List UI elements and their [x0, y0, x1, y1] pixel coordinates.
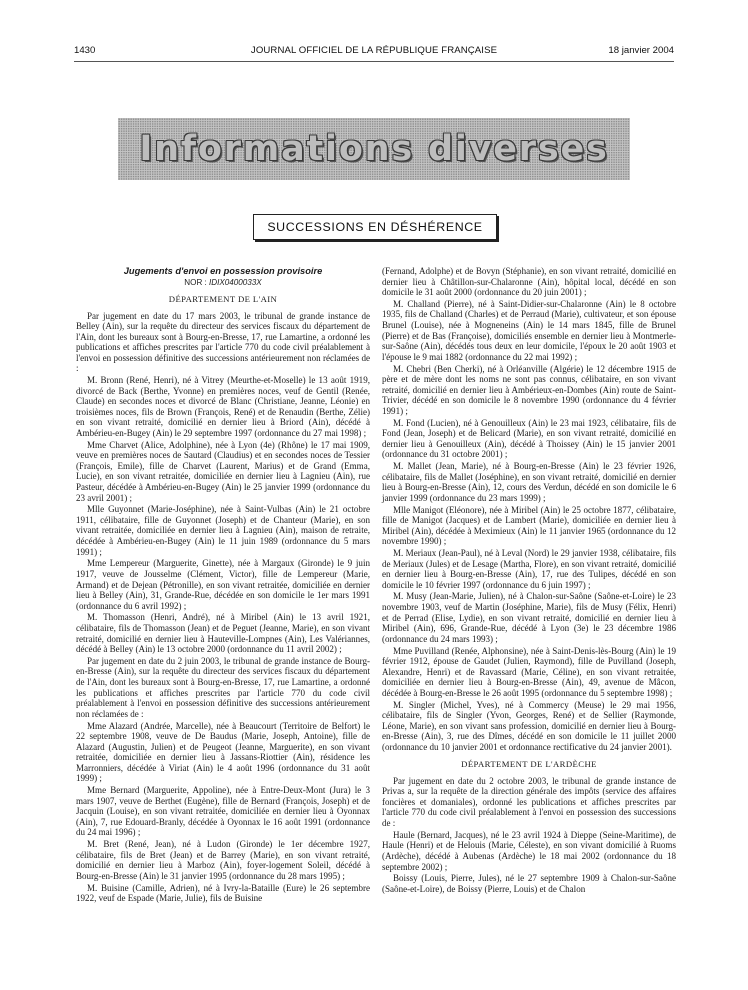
paragraph: Mlle Manigot (Eléonore), née à Miribel (Ain) le 25 octobre 1877, célibataire, fille de Manigot (Jacques) et de Lambert (Marie), domiciliée en dernier lieu à Miribel (Ain), décédée à Meximieux (Ain) le 11 janvier 1965 (ordonnance du 12 novembre 1990) ;	[382, 504, 676, 547]
issue-date: 18 janvier 2004	[608, 45, 674, 56]
section-banner	[118, 118, 630, 180]
section-title: SUCCESSIONS EN DÉSHÉRENCE	[267, 220, 483, 234]
paragraph: M. Challand (Pierre), né à Saint-Didier-sur-Chalaronne (Ain) le 8 octobre 1935, fils de Challand (Charles) et de Perraud (Marie), cultivateur, et son épouse Brunel (Louise), née à Mogneneins (Ain) le 14 mars 1845, fille de Brunel (Pierre) et de Bas (Françoise), domiciliés ensemble en dernier lieu à Montmerle-sur-Saône (Ain), décédés tous deux en leur domicile, l'époux le 20 août 1903 et l'épouse le 9 mai 1882 (ordonnance du 22 mai 1992) ;	[382, 298, 676, 362]
paragraph: Haule (Bernard, Jacques), né le 23 avril 1924 à Dieppe (Seine-Maritime), de Haule (Henri) et de Helouis (Marie, Céleste), en son vivant domicilié à Ruoms (Ardèche), décédé à Aubenas (Ardèche) le 18 mai 2002 (ordonnance du 18 septembre 2002) ;	[382, 829, 676, 872]
paragraph: M. Thomasson (Henri, André), né à Miribel (Ain) le 13 avril 1921, célibataire, fils de Thomasson (Jean) et de Peguet (Jeanne, Marie), en son vivant retraité, domicilié en dernier lieu à Hauteville-Lompnes (Ain), Les Valériannes, décédé à Belley (Ain) le 13 octobre 2000 (ordonnance du 11 avril 2002) ;	[76, 612, 370, 655]
paragraph: M. Fond (Lucien), né à Genouilleux (Ain) le 23 mai 1923, célibataire, fils de Fond (Jean, Joseph) et de Belicard (Marie), en son vivant retraité, domicilié en dernier lieu à Genouilleux (Ain), décédé à Thoissey (Ain) le 15 janvier 2001 (ordonnance du 31 octobre 2001) ;	[382, 417, 676, 460]
section-title-box	[253, 214, 497, 240]
left-column	[76, 266, 370, 986]
running-head	[74, 45, 674, 59]
paragraph: Mme Alazard (Andrée, Marcelle), née à Beaucourt (Territoire de Belfort) le 22 septembre 1908, veuve de De Baudus (Marie, Joseph, Antoine), fille de Alazard (Augustin, Julien) et de Peugeot (Jeanne, Marguerite), en son vivant retraitée, domiciliée en dernier lieu à Jassans-Riottier (Ain), résidence les Marronniers, décédée à Viriat (Ain) le 4 août 1996 (ordonnance du 31 août 1999) ;	[76, 720, 370, 784]
paragraph: Mme Bernard (Marguerite, Appoline), née à Entre-Deux-Mont (Jura) le 3 mars 1907, veuve de Berthet (Eugène), fille de Bernard (François, Joseph) et de Jacquin (Louise), en son vivant retraitée, domiciliée en dernier lieu à Oyonnax (Ain), 7, rue Edouard-Branly, décédée à Oyonnax le 16 août 1991 (ordonnance du 24 mai 1996) ;	[76, 785, 370, 838]
paragraph: M. Buisine (Camille, Adrien), né à Ivry-la-Bataille (Eure) le 26 septembre 1922, veuf de Espade (Marie, Julie), fils de Buisine	[76, 882, 370, 904]
paragraph: Mme Charvet (Alice, Adolphine), née à Lyon (4e) (Rhône) le 17 mai 1909, veuve en premières noces de Sautard (Claudius) et en secondes noces de Tessier (François, Emile), fille de Charvet (Laurent, Marius) et de Grand (Emma, Lucie), en son vivant retraitée, domiciliée en dernier lieu à Lagnieu (Ain), rue Pasteur, décédée à Ambérieu-en-Bugey (Ain) le 25 janvier 1999 (ordonnance du 23 avril 2001) ;	[76, 439, 370, 503]
paragraph: Mme Puvilland (Renée, Alphonsine), née à Saint-Denis-lès-Bourg (Ain) le 19 février 1912, épouse de Gaudet (Julien, Raymond), fille de Puvilland (Joseph, Alexandre, Henri) et de Ravassard (Marie, Céline), en son vivant retraitée, domiciliée en dernier lieu à Bourg-en-Bresse (Ain), 49, avenue de Mâcon, décédée à Bourg-en-Bresse le 26 août 1995 (ordonnance du 5 septembre 1998) ;	[382, 645, 676, 698]
department-heading-ardeche: DÉPARTEMENT DE L'ARDÈCHE	[461, 759, 597, 770]
paragraph: Par jugement en date du 17 mars 2003, le tribunal de grande instance de Belley (Ain), sur la requête du directeur des services fiscaux du département de l'Ain, dont les bureaux sont à Bourg-en-Bresse, 17, rue Lamartine, a ordonné les publications et affiches prescrites par l'article 770 du code civil préalablement à l'envoi en possession définitive des successions antérieurement non réclamées de :	[76, 310, 370, 374]
paragraph: M. Mallet (Jean, Marie), né à Bourg-en-Bresse (Ain) le 23 février 1926, célibataire, fils de Mallet (Joséphine), en son vivant retraité, domicilié en dernier lieu à Bourg-en-Bresse (Ain), 12, cours des Verdun, décédé en son domicile le 6 janvier 1999 (ordonnance du 23 mars 1999) ;	[382, 461, 676, 503]
paragraph: (Fernand, Adolphe) et de Bovyn (Stéphanie), en son vivant retraité, domicilié en dernier lieu à Châtillon-sur-Chalaronne (Ain), hôpital local, décédé en son domicile le 31 août 2000 (ordonnance du 20 juin 2001) ;	[382, 266, 676, 298]
paragraph: Mme Lempereur (Marguerite, Ginette), née à Margaux (Gironde) le 9 juin 1917, veuve de Jousselme (Clément, Victor), fille de Lempereur (Marie, Armand) et de Dejean (Pétronille), en son vivant retraitée, domiciliée en dernier lieu à Belley (Ain), 31, Grande-Rue, décédée en son domicile le 1er mars 1991 (ordonnance du 6 avril 1992) ;	[76, 558, 370, 611]
paragraph: M. Meriaux (Jean-Paul), né à Leval (Nord) le 29 janvier 1938, célibataire, fils de Meriaux (Jules) et de Lesage (Martha, Flore), en son vivant retraité, domicilié en dernier lieu à Bourg-en-Bresse (Ain), 17, rue des Tulipes, décédé en son domicile le 10 février 1997 (ordonnance du 6 juin 1997) ;	[382, 548, 676, 590]
paragraph: M. Singler (Michel, Yves), né à Commercy (Meuse) le 29 mai 1956, célibataire, fils de Singler (Yvon, Georges, René) et de Sellier (Raymonde, Léone, Marie), en son vivant sans profession, domicilié en dernier lieu à Bourg-en-Bresse (Ain), 3, rue des Dîmes, décédé en son domicile le 11 juillet 2000 (ordonnance du 10 janvier 2001 et ordonnance rectificative du 24 janvier 2001).	[382, 699, 676, 752]
right-column	[382, 266, 676, 990]
paragraph: M. Chebri (Ben Cherki), né à Orléanville (Algérie) le 12 décembre 1915 de père et de mère dont les noms ne sont pas connus, célibataire, en son vivant retraité, domicilié en dernier lieu à Ambérieux-en-Dombes (Ain) route de Saint-Trivier, décédé en son domicile le 8 novembre 1990 (ordonnance du 4 février 1991) ;	[382, 363, 676, 416]
header-rule	[74, 61, 674, 62]
journal-title: JOURNAL OFFICIEL DE LA RÉPUBLIQUE FRANÇAISE	[250, 45, 498, 56]
paragraph: Par jugement en date du 2 octobre 2003, le tribunal de grande instance de Privas a, sur la requête de la direction générale des impôts (service des affaires foncières et domaniales), ordonné les publications et affiches prescrites par l'article 770 du code civil préalablement à l'envoi en possession des successions de :	[382, 775, 676, 829]
paragraph: M. Bret (René, Jean), né à Ludon (Gironde) le 1er décembre 1927, célibataire, fils de Bret (Jean) et de Barrey (Marie), en son vivant retraité, domicilié en dernier lieu à Marboz (Ain), foyer-logement Soleil, décédé à Bourg-en-Bresse (Ain) le 31 janvier 1995 (ordonnance du 28 mars 1995) ;	[76, 839, 370, 881]
nor-reference	[76, 278, 370, 289]
paragraph: Par jugement en date du 2 juin 2003, le tribunal de grande instance de Bourg-en-Bresse (Ain), sur la requête du directeur des services fiscaux du département de l'Ain, dont les bureaux sont à Bourg-en-Bresse, 17, rue Lamartine, a ordonné les publications et affiches prescrites par l'article 770 du code civil préalablement à l'envoi en possession définitive des successions antérieurement non réclamées de :	[76, 655, 370, 719]
paragraph: Mlle Guyonnet (Marie-Joséphine), née à Saint-Vulbas (Ain) le 21 octobre 1911, célibataire, fille de Guyonnet (Joseph) et de Chanteur (Marie), en son vivant retraitée, domiciliée en dernier lieu à Lagnieu (Ain), maison de retraite, décédée à Ambérieu-en-Bugey (Ain) le 11 juin 1989 (ordonnance du 5 mars 1991) ;	[76, 504, 370, 557]
nor-code: IDIX0400033X	[209, 277, 262, 287]
paragraph: Boissy (Louis, Pierre, Jules), né le 27 septembre 1909 à Chalon-sur-Saône (Saône-et-Loire), de Boissy (Pierre, Louis) et de Chalon	[382, 873, 676, 894]
page-number: 1430	[74, 45, 96, 56]
paragraph: M. Bronn (René, Henri), né à Vitrey (Meurthe-et-Moselle) le 13 août 1919, divorcé de Back (Berthe, Yvonne) en premières noces, veuf de Gentil (Renée, Claude) en secondes noces et divorcé de Blanc (Christiane, Jeanne, Léonie) en troisièmes noces, fils de Brown (François, René) et de Renaudin (Berthe, Zélie) en son vivant retraité, domicilié en dernier lieu à Briord (Ain), décédé à Ambérieu-en-Bugey (Ain) le 29 septembre 1997 (ordonnance du 27 mai 1998) ;	[76, 375, 370, 438]
paragraph: M. Musy (Jean-Marie, Julien), né à Chalon-sur-Saône (Saône-et-Loire) le 23 novembre 1903, veuf de Martin (Joséphine, Marie), fils de Musy (Félix, Henri) et de Perrad (Elise, Lydie), en son vivant retraité, domicilié en dernier lieu à Miribel (Ain), 696, Grande-Rue, décédé à Lyon (3e) le 23 décembre 1986 (ordonnance du 24 mars 1993) ;	[382, 591, 676, 644]
banner-title: Informations diverses	[139, 129, 609, 169]
article-title: Jugements d'envoi en possession provisoire	[123, 266, 323, 276]
nor-label: NOR :	[184, 277, 207, 287]
department-heading-ain: DÉPARTEMENT DE L'AIN	[168, 294, 278, 305]
